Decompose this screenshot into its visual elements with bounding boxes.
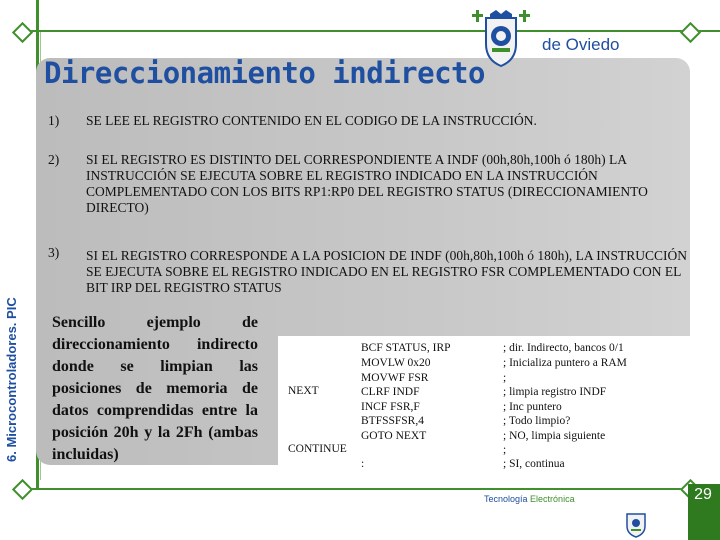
footer-department: [484, 494, 575, 504]
code-label-next: NEXT: [288, 385, 319, 397]
corner-diamond-top-right: [680, 22, 701, 43]
footer-text-b: Electrónica: [530, 494, 575, 504]
university-line-2: de Oviedo: [542, 35, 620, 54]
code-comment: ;: [503, 372, 507, 384]
page-number: 29: [694, 486, 712, 503]
code-instruction: MOVWF FSR: [361, 372, 429, 384]
code-comment: ;: [503, 444, 507, 456]
code-instruction: CLRF INDF: [361, 386, 420, 398]
university-name: [542, 12, 632, 56]
page-title: Direccionamiento indirecto: [44, 56, 485, 90]
code-comment: ; Todo limpio?: [503, 415, 571, 427]
step-1-number: 1): [48, 113, 60, 128]
code-instruction: MOVLW 0x20: [361, 357, 431, 369]
code-instruction: BCF STATUS, IRP: [361, 342, 451, 354]
step-2-text: SI EL REGISTRO ES DISTINTO DEL CORRESPONDIENTE A INDF (00h,80h,100h ó 180h) LA INSTRUCCIÓN SE EJECUTA SOBRE EL REGISTRO INDICADO EN LA INSTRUCCIÓN COMPLEMENTADO CON LOS BITS RP1:RP0 DEL REGISTRO STATUS (DIRECCIONAMIENTO DIRECTO): [86, 152, 648, 215]
side-label: 6. Microcontroladores. PIC: [4, 297, 19, 462]
code-comment: ; limpia registro INDF: [503, 386, 607, 398]
corner-diamond-bottom-left: [12, 479, 33, 500]
step-1-text: SE LEE EL REGISTRO CONTENIDO EN EL CODIGO DE LA INSTRUCCIÓN.: [86, 113, 537, 128]
code-comment: ; SI, continua: [503, 458, 565, 470]
step-3-text: SI EL REGISTRO CORRESPONDE A LA POSICION DE INDF (00h,80h,100h ó 180h), LA INSTRUCCIÓN SE EJECUTA SOBRE EL REGISTRO INDICADO EN EL REGISTRO FSR COMPLEMENTADO CON EL BIT IRP DEL REGISTRO STATUS: [86, 248, 688, 295]
code-instruction: GOTO NEXT: [361, 430, 427, 442]
corner-diamond-top-left: [12, 22, 33, 43]
frame-bottom-line: [28, 488, 720, 490]
footer-text-a: Tecnología: [484, 494, 531, 504]
code-comment: ; NO, limpia siguiente: [503, 430, 606, 442]
code-label-continue: CONTINUE: [288, 443, 347, 455]
code-comment: ; Inicializa puntero a RAM: [503, 357, 627, 369]
step-2-number: 2): [48, 152, 60, 167]
code-comment: ; dir. Indirecto, bancos 0/1: [503, 342, 624, 354]
university-shield-small-icon: [624, 510, 648, 538]
university-line-1: Universidad: [542, 13, 632, 32]
code-instruction: INCF FSR,F: [361, 401, 420, 413]
code-comment: ; Inc puntero: [503, 401, 562, 413]
example-description: Sencillo ejemplo de direccionamiento indirecto donde se limpian las posiciones de memoria de datos comprendidas entre la posición 20h y la 2Fh (ambas incluidas): [52, 314, 258, 463]
code-instruction: BTFSSFSR,4: [361, 415, 424, 427]
code-instruction: :: [361, 458, 365, 470]
step-3-number: 3): [48, 245, 60, 260]
